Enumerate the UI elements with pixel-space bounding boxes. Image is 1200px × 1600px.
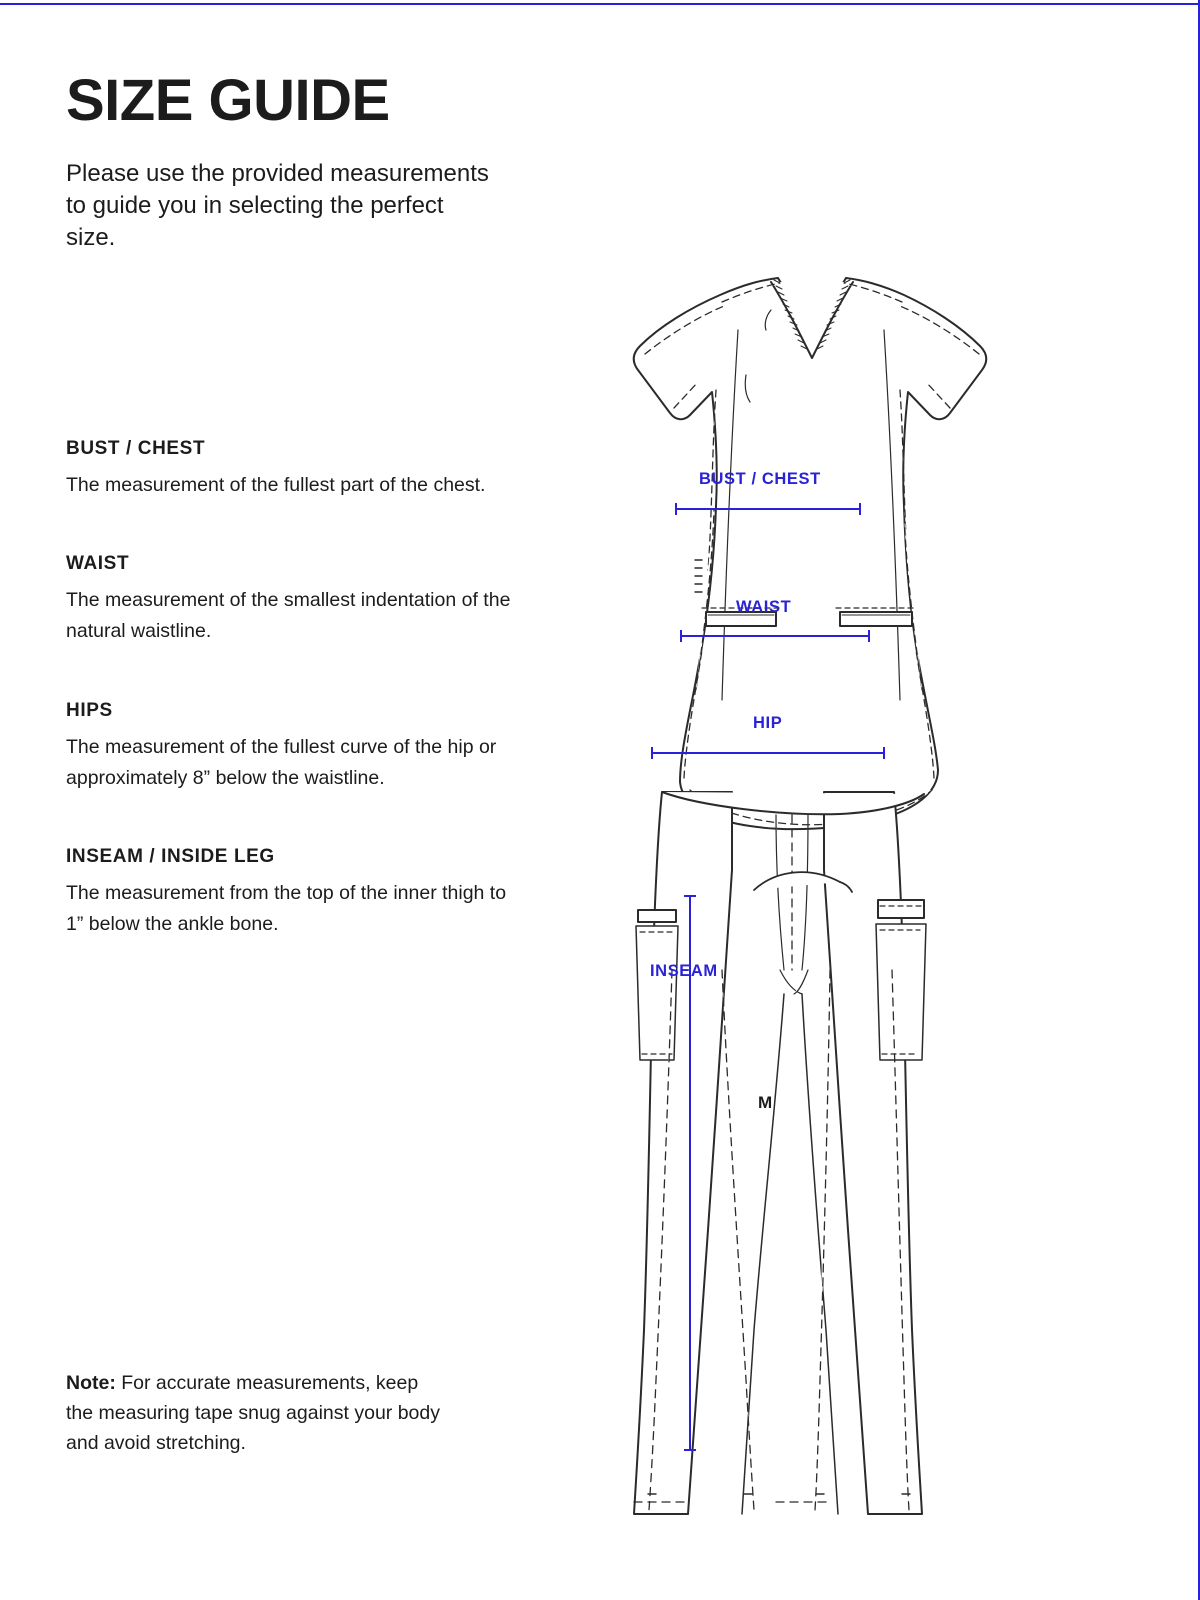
definition-body: The measurement from the top of the inner thigh to 1” below the ankle bone. <box>66 881 507 936</box>
label-bust-chest: BUST / CHEST <box>699 470 821 488</box>
intro-text: Please use the provided measurements to guide you in selecting the perfect size. <box>66 160 489 251</box>
label-size-marker: M <box>758 1093 773 1112</box>
label-waist: WAIST <box>736 598 792 616</box>
garment-line-drawing <box>540 270 1010 1540</box>
label-inseam: INSEAM <box>650 962 718 980</box>
top-accent-rule <box>0 3 1200 5</box>
header-block <box>66 68 526 254</box>
definition-heading: HIPS <box>66 699 113 721</box>
note-body: For accurate measurements, keep the measuring tape snug against your body and avoid stretching. <box>66 1372 440 1455</box>
definition-body: The measurement of the smallest indentation of the natural waistline. <box>66 589 511 643</box>
garment-illustration <box>540 270 1010 1540</box>
definition-inseam <box>66 846 516 940</box>
page-title: SIZE GUIDE <box>66 68 390 133</box>
label-hip: HIP <box>753 714 783 732</box>
definition-hips <box>66 700 516 794</box>
definition-heading: INSEAM / INSIDE LEG <box>66 845 275 867</box>
definition-body: The measurement of the fullest curve of the hip or approximately 8” below the waistline. <box>66 735 497 789</box>
definition-bust-chest <box>66 438 516 501</box>
definition-body: The measurement of the fullest part of the chest. <box>66 474 486 496</box>
measurement-note <box>66 1368 446 1459</box>
note-label: Note: <box>66 1372 116 1394</box>
definition-heading: BUST / CHEST <box>66 438 206 459</box>
definition-heading: WAIST <box>66 553 130 575</box>
definition-waist <box>66 553 516 647</box>
definitions-list <box>66 438 516 992</box>
